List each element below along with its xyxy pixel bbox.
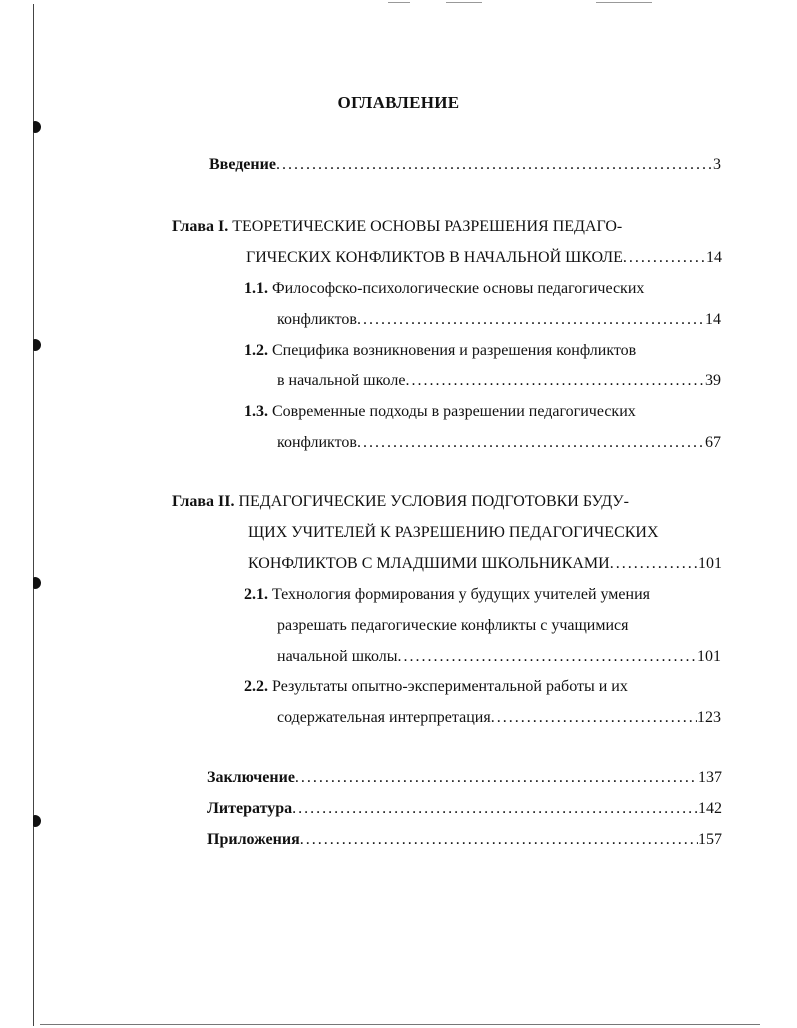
dot-leader <box>623 248 706 268</box>
section-1-3[interactable] <box>244 402 636 422</box>
toc-entry-label: Введение <box>209 156 276 173</box>
section-number: 2.2. <box>244 678 268 695</box>
section-title-line: содержательная интерпретация <box>277 709 491 726</box>
section-number: 1.3. <box>244 403 268 420</box>
chapter-title-line: ЩИХ УЧИТЕЛЕЙ К РАЗРЕШЕНИЮ ПЕДАГОГИЧЕСКИХ <box>248 524 659 541</box>
section-1-1[interactable] <box>244 279 644 299</box>
scan-artifact <box>596 2 652 3</box>
section-number: 1.1. <box>244 280 268 297</box>
section-1-1-end[interactable] <box>277 310 721 330</box>
section-number: 2.1. <box>244 586 268 603</box>
toc-entry-conclusion[interactable] <box>207 768 722 788</box>
dot-leader <box>405 371 705 391</box>
toc-entry-page: 137 <box>698 769 722 786</box>
toc-entry-page: 39 <box>705 372 721 389</box>
section-1-2-end[interactable] <box>277 371 721 391</box>
chapter-title-line: ГИЧЕСКИХ КОНФЛИКТОВ В НАЧАЛЬНОЙ ШКОЛЕ <box>246 249 623 266</box>
chapter-title-line: КОНФЛИКТОВ С МЛАДШИМИ ШКОЛЬНИКАМИ <box>248 555 610 572</box>
toc-entry-literature[interactable] <box>207 799 722 819</box>
bottom-edge-line <box>40 1024 760 1025</box>
dot-leader <box>276 155 713 175</box>
section-title-line: конфликтов <box>277 434 357 451</box>
dot-leader <box>300 830 698 850</box>
chapter-1-heading-end[interactable] <box>246 248 722 268</box>
toc-entry-page: 14 <box>706 249 722 266</box>
binding-mark <box>33 121 41 133</box>
section-title-line: Технология формирования у будущих учителей умения <box>272 586 651 603</box>
scan-artifact <box>446 2 482 3</box>
page-title: ОГЛАВЛЕНИЕ <box>337 93 460 112</box>
dot-leader <box>357 433 705 453</box>
binding-mark <box>33 339 41 351</box>
dot-leader <box>491 708 697 728</box>
toc-entry-page: 101 <box>697 648 721 665</box>
binding-mark <box>33 815 41 827</box>
toc-entry-page: 142 <box>698 800 722 817</box>
chapter-title-line: ТЕОРЕТИЧЕСКИЕ ОСНОВЫ РАЗРЕШЕНИЯ ПЕДАГО- <box>232 218 623 235</box>
chapter-label: Глава I. <box>172 218 229 235</box>
binding-mark <box>33 577 41 589</box>
toc-entry-label: Заключение <box>207 769 295 786</box>
toc-entry-page: 157 <box>698 831 722 848</box>
chapter-2-heading[interactable] <box>172 492 629 512</box>
section-1-3-end[interactable] <box>277 433 721 453</box>
section-number: 1.2. <box>244 342 268 359</box>
dot-leader <box>398 647 697 667</box>
toc-entry-label: Литература <box>207 800 293 817</box>
chapter-label: Глава II. <box>172 493 235 510</box>
toc-entry-intro[interactable] <box>209 155 721 175</box>
section-title-line: начальной школы <box>277 648 398 665</box>
section-title-line: в начальной школе <box>277 372 406 389</box>
toc-entry-page: 123 <box>697 709 721 726</box>
chapter-2-heading-line[interactable] <box>248 523 659 543</box>
section-2-2[interactable] <box>244 677 628 697</box>
dot-leader <box>295 768 698 788</box>
section-2-1[interactable] <box>244 585 650 605</box>
toc-entry-page: 3 <box>713 156 721 173</box>
section-title-line: Специфика возникновения и разрешения конфликтов <box>272 342 637 359</box>
section-2-1-end[interactable] <box>277 647 721 667</box>
chapter-2-heading-end[interactable] <box>248 554 722 574</box>
dot-leader <box>357 310 705 330</box>
chapter-title-line: ПЕДАГОГИЧЕСКИЕ УСЛОВИЯ ПОДГОТОВКИ БУДУ- <box>238 493 629 510</box>
toc-entry-page: 14 <box>705 311 721 328</box>
scan-artifact <box>388 2 410 3</box>
toc-entry-appendices[interactable] <box>207 830 722 850</box>
section-title-line: разрешать педагогические конфликты с учащимися <box>277 617 629 634</box>
dot-leader <box>292 799 698 819</box>
toc-entry-page: 101 <box>698 555 722 572</box>
section-title-line: Философско-психологические основы педагогических <box>272 280 645 297</box>
section-title-line: конфликтов <box>277 311 357 328</box>
toc-entry-label: Приложения <box>207 831 300 848</box>
toc-entry-page: 67 <box>705 434 721 451</box>
section-2-2-end[interactable] <box>277 708 721 728</box>
section-2-1-line[interactable] <box>277 616 629 636</box>
section-title-line: Современные подходы в разрешении педагогических <box>272 403 636 420</box>
section-title-line: Результаты опытно-экспериментальной работы и их <box>272 678 628 695</box>
page-edge-line <box>33 4 34 1026</box>
dot-leader <box>610 554 698 574</box>
section-1-2[interactable] <box>244 341 636 361</box>
chapter-1-heading[interactable] <box>172 217 622 237</box>
